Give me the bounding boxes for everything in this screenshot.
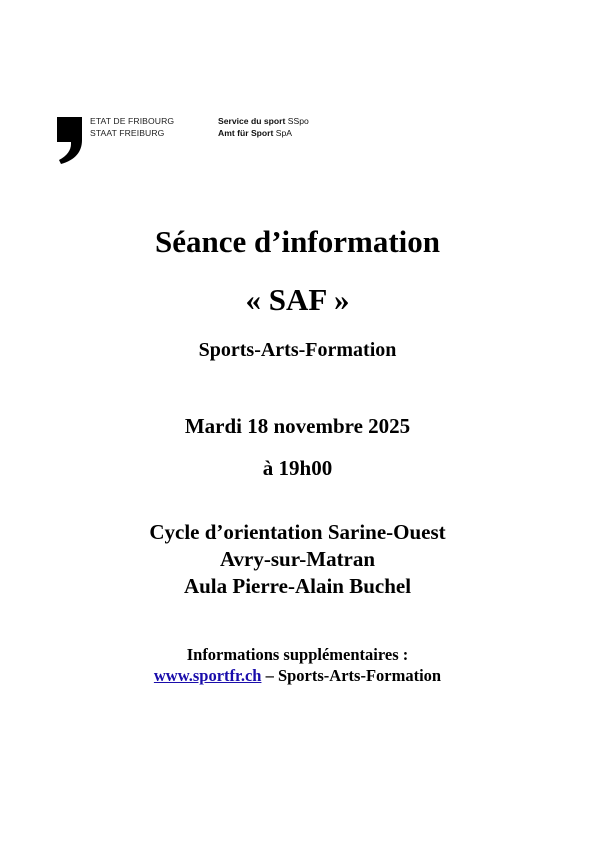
event-time: à 19h00	[262, 456, 333, 480]
venue-line: Aula Pierre-Alain Buchel	[183, 574, 412, 598]
service-name	[218, 115, 309, 139]
service-name-fr: Service du sport	[218, 116, 286, 126]
service-abbr-fr: SSpo	[287, 116, 309, 126]
event-date: Mardi 18 novembre 2025	[184, 414, 411, 438]
website-link[interactable]: www.sportfr.ch	[153, 666, 262, 685]
info-link-row	[0, 665, 595, 686]
venue-line: Avry-sur-Matran	[219, 547, 376, 571]
service-line-de	[218, 127, 309, 139]
event-name: « SAF »	[245, 282, 350, 317]
letterhead	[56, 114, 356, 166]
service-abbr-de: SpA	[275, 128, 293, 138]
event-subtitle: Sports-Arts-Formation	[198, 339, 397, 361]
state-name-fr: ETAT DE FRIBOURG	[90, 116, 175, 126]
info-block	[0, 644, 595, 686]
state-name	[90, 115, 174, 139]
service-name-de: Amt für Sport	[218, 128, 274, 138]
info-link-suffix: – Sports-Arts-Formation	[261, 666, 442, 685]
venue-line: Cycle d’orientation Sarine-Ouest	[149, 520, 446, 544]
service-line-fr	[218, 115, 309, 127]
page-title: Séance d’information	[154, 224, 440, 259]
state-name-de: STAAT FREIBURG	[90, 128, 165, 138]
info-label: Informations supplémentaires :	[186, 645, 409, 664]
comma-logo-icon	[56, 116, 84, 164]
event-venue	[0, 519, 595, 600]
